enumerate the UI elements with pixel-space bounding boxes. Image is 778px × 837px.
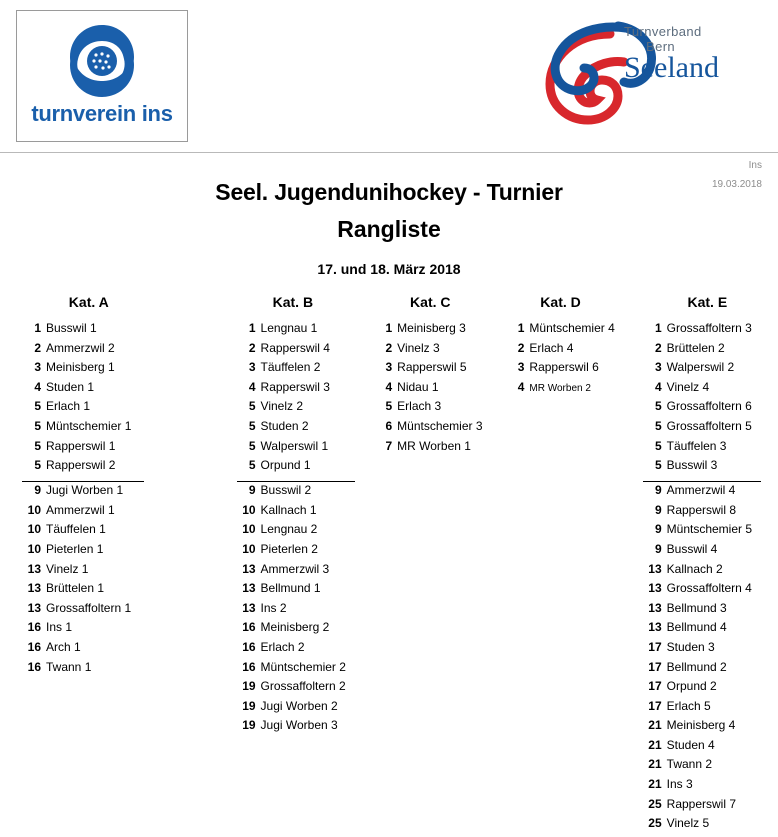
team-name: Ins 2: [260, 600, 287, 615]
ranking-row: [643, 797, 778, 817]
ranking-row: [237, 483, 364, 503]
ranking-row: [22, 581, 184, 601]
ranking-row: [643, 458, 761, 482]
ranking-row: [643, 522, 778, 542]
team-name: Jugi Worben 2: [260, 698, 338, 713]
ranking-row: [505, 380, 627, 400]
rank-position: 13: [648, 561, 662, 576]
rank-position: 10: [242, 522, 256, 537]
ranking-row: [237, 699, 364, 719]
rank-position: 3: [385, 360, 393, 375]
ranking-row: [237, 380, 364, 400]
ranking-row: [22, 620, 184, 640]
rank-position: 5: [654, 458, 662, 473]
team-name: Vinelz 5: [666, 816, 710, 831]
ranking-row: [22, 562, 184, 582]
team-name: Kallnach 2: [666, 561, 723, 576]
team-name: Müntschemier 4: [529, 321, 615, 335]
category-column-a: [0, 294, 184, 836]
rank-position: 5: [34, 438, 41, 453]
ranking-row: [643, 419, 778, 439]
ranking-row: [22, 380, 184, 400]
team-name: Erlach 1: [46, 399, 91, 414]
category-column-d: [495, 294, 627, 836]
team-name: Vinelz 3: [397, 340, 440, 355]
ranking-row: [643, 718, 778, 738]
rank-position: 5: [654, 418, 662, 433]
rank-position: 13: [27, 561, 41, 576]
event-date: 17. und 18. März 2018: [317, 261, 461, 277]
ranking-row: [22, 542, 184, 562]
ranking-row: [237, 399, 364, 419]
ranking-row: [373, 380, 495, 400]
team-name: Walperswil 1: [260, 438, 329, 453]
ranking-row: [643, 483, 778, 503]
ranking-row: [643, 699, 778, 719]
category-columns: [0, 294, 778, 836]
team-name: Busswil 4: [666, 541, 718, 556]
team-name: Bellmund 3: [666, 600, 727, 615]
ranking-row: [237, 360, 364, 380]
rank-position: 13: [242, 600, 256, 615]
rank-position: 5: [34, 458, 41, 473]
ranking-row: [643, 380, 778, 400]
team-name: Erlach 3: [397, 399, 442, 414]
rank-position: 10: [27, 522, 41, 537]
association-line2: Bern: [646, 39, 676, 54]
ranking-list-c: [373, 321, 495, 458]
rank-position: 3: [654, 360, 662, 375]
ranking-row: [22, 503, 184, 523]
rank-position: 10: [242, 541, 256, 556]
ranking-row: [373, 439, 495, 459]
rank-position: 4: [654, 379, 662, 394]
ranking-row: [643, 679, 778, 699]
ranking-row: [237, 718, 364, 738]
team-name: Ins 3: [666, 777, 693, 792]
team-name: Rapperswil 6: [529, 360, 599, 375]
team-name: Kallnach 1: [260, 502, 317, 517]
team-name: Bellmund 1: [260, 581, 321, 596]
rank-position: 4: [34, 379, 41, 394]
team-name: Orpund 2: [666, 679, 717, 694]
meta-date: 19.03.2018: [711, 179, 762, 190]
category-column-e: [628, 294, 778, 836]
ranking-row: [22, 458, 144, 482]
team-name: Rapperswil 2: [46, 458, 116, 473]
team-name: Meinisberg 4: [666, 718, 736, 733]
ranking-row: [643, 503, 778, 523]
ranking-row: [22, 522, 184, 542]
rank-position: 17: [648, 639, 662, 654]
rank-position: 16: [242, 620, 256, 635]
team-name: Müntschemier 3: [397, 418, 483, 433]
team-name: Arch 1: [46, 639, 81, 654]
rank-position: 9: [654, 483, 662, 498]
rank-position: 2: [34, 340, 41, 355]
ranking-list-d: [505, 321, 627, 399]
ranking-row: [237, 321, 364, 341]
team-name: Meinisberg 3: [397, 321, 466, 335]
team-name: Ins 1: [46, 620, 73, 635]
team-name: Nidau 1: [397, 379, 439, 394]
rank-position: 2: [248, 340, 256, 355]
category-heading: Kat. A: [68, 294, 109, 310]
rank-position: 16: [27, 659, 41, 674]
team-name: Walperswil 2: [666, 360, 735, 375]
team-name: Rapperswil 7: [666, 796, 737, 811]
club-logo: [16, 10, 188, 142]
ranking-row: [643, 439, 778, 459]
ranking-row: [643, 660, 778, 680]
ranking-row: [643, 757, 778, 777]
rank-position: 19: [242, 698, 256, 713]
team-name: Täuffelen 1: [46, 522, 106, 537]
ranking-row: [373, 360, 495, 380]
rank-position: 3: [248, 360, 256, 375]
ranking-row: [237, 419, 364, 439]
team-name: Erlach 4: [529, 340, 574, 355]
ranking-row: [237, 620, 364, 640]
team-name: Jugi Worben 3: [260, 718, 338, 733]
rank-position: 13: [27, 581, 41, 596]
rank-position: 6: [385, 418, 393, 433]
rank-position: 16: [242, 639, 256, 654]
ranking-row: [643, 581, 778, 601]
team-name: Brüttelen 1: [46, 581, 105, 596]
page-subtitle: Rangliste: [337, 216, 441, 242]
rank-position: 25: [648, 816, 662, 831]
ranking-row: [643, 620, 778, 640]
team-name: Rapperswil 5: [397, 360, 467, 375]
team-name: Pieterlen 2: [260, 541, 318, 556]
ranking-row: [237, 679, 364, 699]
rank-position: 5: [248, 458, 256, 473]
rank-position: 1: [385, 321, 393, 335]
rank-position: 16: [242, 659, 256, 674]
rank-position: 19: [242, 718, 256, 733]
rank-position: 5: [248, 418, 256, 433]
team-name: Grossaffoltern 5: [666, 418, 752, 433]
ranking-row: [22, 660, 184, 680]
team-name: Meinisberg 2: [260, 620, 330, 635]
rank-position: 1: [34, 321, 41, 335]
ranking-row: [505, 341, 627, 361]
ranking-row: [643, 816, 778, 836]
rank-position: 25: [648, 796, 662, 811]
ranking-row: [505, 321, 627, 341]
ranking-row: [373, 419, 495, 439]
team-name: Vinelz 1: [46, 561, 89, 576]
category-heading: Kat. C: [410, 294, 451, 310]
rank-position: 13: [242, 581, 256, 596]
document-meta: [712, 156, 762, 194]
ranking-row: [22, 483, 184, 503]
team-name: Erlach 5: [666, 698, 711, 713]
team-name: Rapperswil 3: [260, 379, 330, 394]
team-name: MR Worben 2: [529, 382, 591, 394]
rank-position: 16: [27, 620, 41, 635]
team-name: Pieterlen 1: [46, 541, 104, 556]
team-name: Twann 2: [666, 757, 713, 772]
page-title: Seel. Jugendunihockey - Turnier: [215, 179, 563, 205]
team-name: Grossaffoltern 4: [666, 581, 752, 596]
ranking-row: [237, 458, 355, 482]
category-column-c: [363, 294, 495, 836]
team-name: Brüttelen 2: [666, 340, 725, 355]
turnverein-emblem-icon: [60, 19, 144, 108]
ranking-row: [22, 419, 184, 439]
category-column-b: [184, 294, 364, 836]
team-name: Ammerzwil 2: [46, 340, 115, 355]
rank-position: 21: [648, 757, 662, 772]
team-name: Rapperswil 8: [666, 502, 737, 517]
team-name: Studen 1: [46, 379, 95, 394]
rank-position: 19: [242, 679, 256, 694]
ranking-row: [22, 640, 184, 660]
team-name: Busswil 2: [260, 483, 312, 498]
ranking-row: [643, 601, 778, 621]
rank-position: 5: [34, 399, 41, 414]
team-name: Lengnau 1: [260, 321, 318, 335]
rank-position: 17: [648, 679, 662, 694]
team-name: Bellmund 2: [666, 659, 727, 674]
team-name: Lengnau 2: [260, 522, 318, 537]
team-name: Ammerzwil 3: [260, 561, 330, 576]
ranking-row: [373, 399, 495, 419]
ranking-row: [237, 660, 364, 680]
team-name: Grossaffoltern 2: [260, 679, 346, 694]
rank-position: 13: [242, 561, 256, 576]
ranking-row: [237, 522, 364, 542]
ranking-row: [643, 399, 778, 419]
ranking-row: [237, 542, 364, 562]
meta-place: Ins: [748, 160, 762, 171]
rank-position: 3: [34, 360, 41, 375]
rank-position: 2: [654, 340, 662, 355]
ranking-row: [643, 738, 778, 758]
rank-position: 10: [242, 502, 256, 517]
team-name: Busswil 1: [46, 321, 97, 335]
ranking-row: [237, 562, 364, 582]
club-logo-text: turnverein ins: [31, 101, 173, 126]
team-name: Meinisberg 1: [46, 360, 115, 375]
rank-position: 1: [248, 321, 256, 335]
rank-position: 5: [654, 438, 662, 453]
team-name: Jugi Worben 1: [46, 483, 124, 498]
team-name: Ammerzwil 4: [666, 483, 736, 498]
page-header: [0, 0, 778, 153]
ranking-row: [237, 581, 364, 601]
ranking-row: [22, 399, 184, 419]
ranking-row: [22, 321, 184, 341]
rank-position: 9: [248, 483, 256, 498]
ranking-row: [643, 321, 778, 341]
team-name: Rapperswil 1: [46, 438, 116, 453]
team-name: Rapperswil 4: [260, 340, 330, 355]
rank-position: 4: [385, 379, 393, 394]
team-name: Müntschemier 2: [260, 659, 346, 674]
ranking-row: [237, 503, 364, 523]
ranking-list-b: [237, 321, 364, 738]
team-name: Orpund 1: [260, 458, 311, 473]
rank-position: 4: [248, 379, 256, 394]
rank-position: 21: [648, 718, 662, 733]
team-name: Twann 1: [46, 659, 92, 674]
team-name: Studen 4: [666, 737, 715, 752]
team-name: Müntschemier 1: [46, 418, 132, 433]
rank-position: 9: [654, 541, 662, 556]
rank-position: 7: [385, 438, 393, 453]
rank-position: 10: [27, 541, 41, 556]
rank-position: 2: [385, 340, 393, 355]
team-name: Erlach 2: [260, 639, 305, 654]
rank-position: 21: [648, 777, 662, 792]
ranking-row: [373, 341, 495, 361]
rank-position: 5: [385, 399, 393, 414]
rank-position: 4: [517, 379, 525, 394]
rank-position: 13: [27, 600, 41, 615]
ranking-list-e: [643, 321, 778, 836]
rank-position: 5: [248, 438, 256, 453]
rank-position: 1: [654, 321, 662, 335]
ranking-row: [643, 640, 778, 660]
ranking-row: [22, 360, 184, 380]
association-wordmark: [624, 24, 764, 84]
ranking-row: [643, 341, 778, 361]
rank-position: 16: [27, 639, 41, 654]
team-name: Grossaffoltern 6: [666, 399, 752, 414]
ranking-row: [505, 360, 627, 380]
ranking-row: [643, 542, 778, 562]
category-heading: Kat. D: [540, 294, 581, 310]
team-name: Studen 2: [260, 418, 309, 433]
rank-position: 5: [248, 399, 256, 414]
team-name: MR Worben 1: [397, 438, 471, 453]
rank-position: 13: [648, 600, 662, 615]
team-name: Täuffelen 2: [260, 360, 321, 375]
ranking-row: [643, 360, 778, 380]
rank-position: 17: [648, 698, 662, 713]
ranking-row: [643, 777, 778, 797]
ranking-row: [643, 562, 778, 582]
team-name: Busswil 3: [666, 458, 718, 473]
rank-position: 3: [517, 360, 525, 375]
ranking-row: [22, 439, 184, 459]
team-name: Bellmund 4: [666, 620, 727, 635]
ranking-row: [22, 341, 184, 361]
ranking-row: [237, 601, 364, 621]
team-name: Ammerzwil 1: [46, 502, 115, 517]
rank-position: 17: [648, 659, 662, 674]
association-line3: Seeland: [624, 51, 719, 84]
rank-position: 1: [517, 321, 525, 335]
team-name: Müntschemier 5: [666, 522, 753, 537]
team-name: Studen 3: [666, 639, 715, 654]
ranking-row: [373, 321, 495, 341]
ranking-row: [237, 341, 364, 361]
rank-position: 5: [654, 399, 662, 414]
rank-position: 2: [517, 340, 525, 355]
ranking-row: [237, 439, 364, 459]
association-line1: Turnverband: [624, 24, 702, 39]
team-name: Grossaffoltern 1: [46, 600, 132, 615]
team-name: Grossaffoltern 3: [666, 321, 752, 335]
rank-position: 13: [648, 620, 662, 635]
ranking-row: [237, 640, 364, 660]
rank-position: 10: [27, 502, 41, 517]
ranking-row: [22, 601, 184, 621]
rank-position: 9: [34, 483, 41, 498]
rank-position: 21: [648, 737, 662, 752]
rank-position: 9: [654, 502, 662, 517]
ranking-list-a: [22, 321, 184, 679]
team-name: Täuffelen 3: [666, 438, 727, 453]
category-heading: Kat. E: [687, 294, 728, 310]
team-name: Vinelz 4: [666, 379, 710, 394]
rank-position: 13: [648, 581, 662, 596]
category-heading: Kat. B: [272, 294, 314, 310]
rank-position: 5: [34, 418, 41, 433]
rank-position: 9: [654, 522, 662, 537]
team-name: Vinelz 2: [260, 399, 304, 414]
